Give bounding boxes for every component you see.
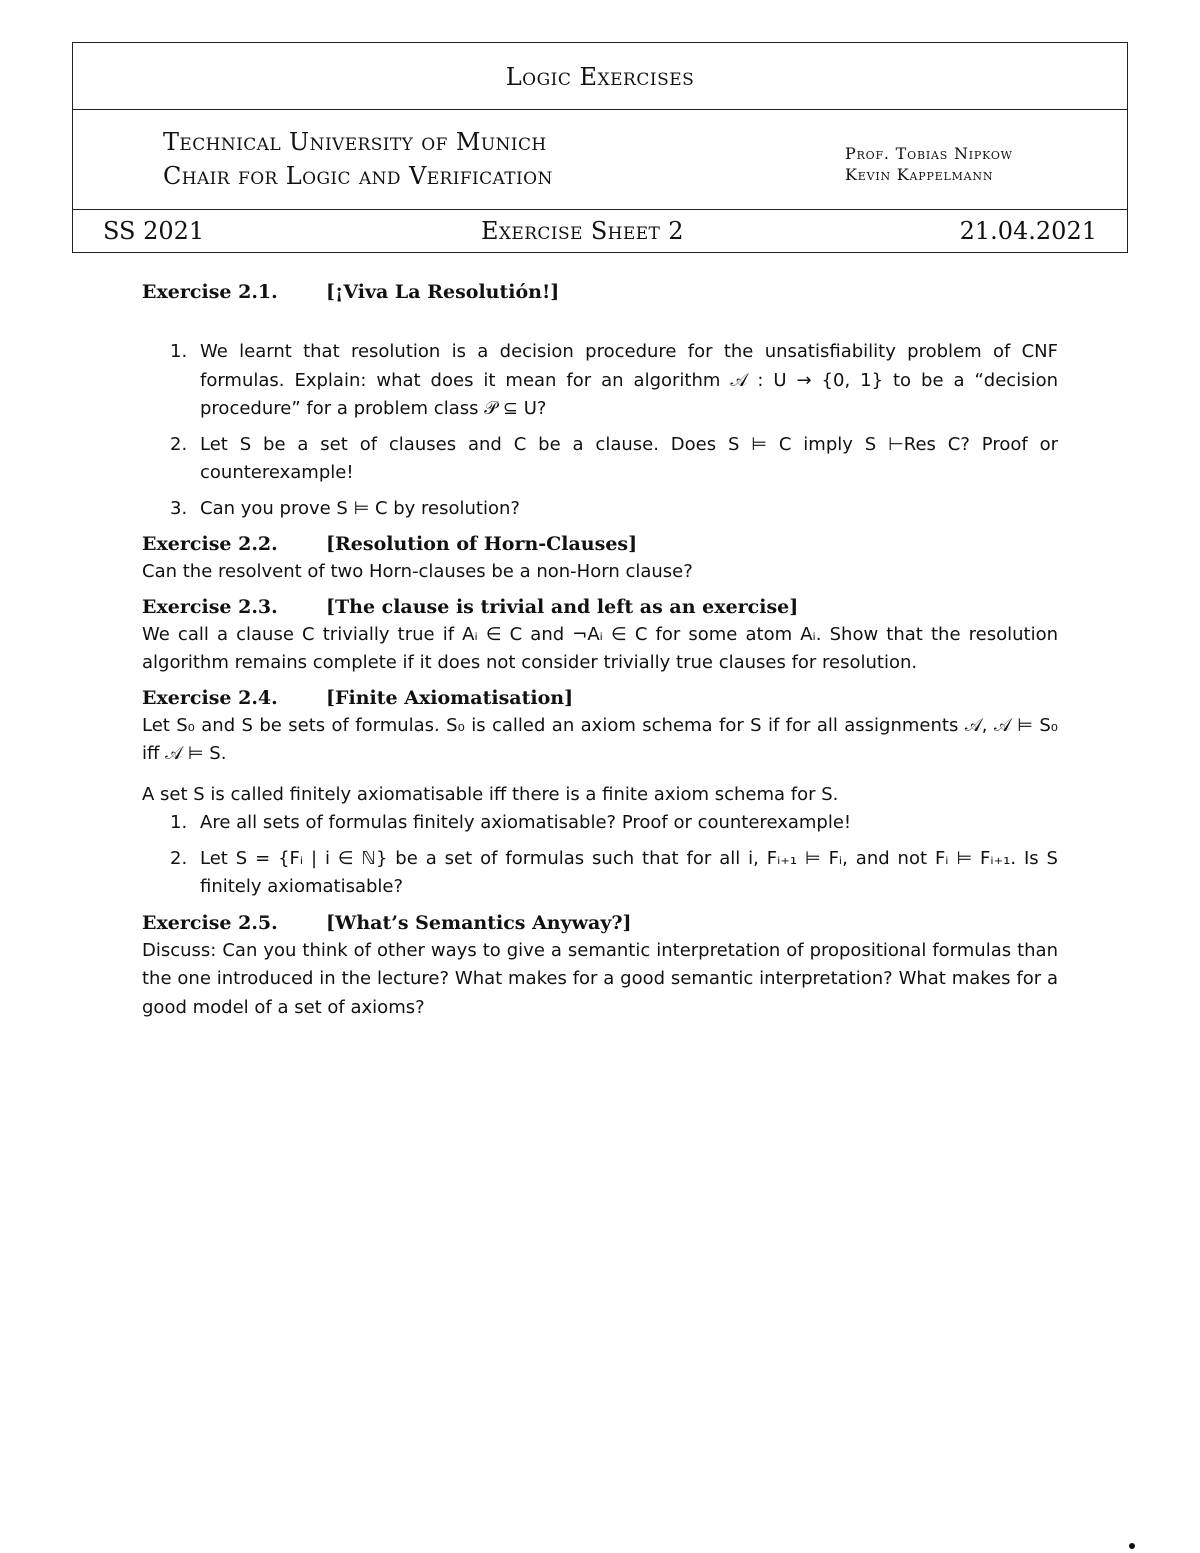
exercise-heading <box>142 593 1058 621</box>
exercise-text: Can the resolvent of two Horn-clauses be a non-Horn clause? <box>142 561 693 582</box>
professor-name: Prof. Tobias Nipkow <box>845 144 1013 163</box>
semester: SS 2021 <box>103 217 205 245</box>
exercise-number: Exercise 2.1. <box>142 281 278 303</box>
list-item: 2. Let S = {Fᵢ | i ∈ ℕ} be a set of formulas such that for all i, Fᵢ₊₁ ⊨ Fᵢ, and not Fᵢ ⊨ Fᵢ₊₁. Is S finitely axiomatisable? <box>170 847 1058 897</box>
affiliation <box>163 125 553 193</box>
list-item: 3. Can you prove S ⊨ C by resolution? <box>170 497 520 519</box>
exercise-title: [The clause is trivial and left as an exercise] <box>326 595 799 618</box>
header-title-row <box>73 43 1127 110</box>
header-affiliation-row <box>73 109 1127 210</box>
exercise-title: [¡Viva La Resolutión!] <box>326 281 560 303</box>
exercise-number: Exercise 2.2. <box>142 533 278 555</box>
sheet-date: 21.04.2021 <box>959 217 1097 245</box>
header-sheet-row <box>73 209 1127 253</box>
instructors <box>845 143 1013 185</box>
exercise-text: We call a clause C trivially true if Aᵢ ∈ C and ¬Aᵢ ∈ C for some atom Aᵢ. Show that the resolution algorithm remains complete if it does not consider trivially true clauses for resolution. <box>142 623 1058 673</box>
page-marker-dot <box>1129 1543 1135 1549</box>
header-box <box>72 42 1128 253</box>
list-item: 2. Let S be a set of clauses and C be a clause. Does S ⊨ C imply S ⊢Res C? Proof or counterexample! <box>170 433 1058 483</box>
exercise-number: Exercise 2.3. <box>142 595 278 618</box>
exercise-number: Exercise 2.4. <box>142 686 278 709</box>
exercise-title: [Resolution of Horn-Clauses] <box>326 533 638 555</box>
exercise-title: [Finite Axiomatisation] <box>326 686 574 709</box>
exercise-heading <box>142 684 1058 712</box>
exercise-heading <box>142 909 1058 937</box>
exercise-text: A set S is called finitely axiomatisable iff there is a finite axiom schema for S. <box>142 783 839 805</box>
exercise-text: Discuss: Can you think of other ways to give a semantic interpretation of propositional formulas than the one introduced in the lecture? What makes for a good semantic interpretation? What makes for a good model of a set of axioms? <box>142 939 1058 1018</box>
list-item: 1. We learnt that resolution is a decision procedure for the unsatisfiability problem of CNF formulas. Explain: what does it mean for an algorithm 𝒜 : U → {0, 1} to be a “decision procedure” for a problem class 𝒫 ⊆ U? <box>170 341 1058 419</box>
university-name: Technical University of Munich <box>163 128 547 156</box>
exercise-list <box>142 809 1058 902</box>
exercise-text: Let S₀ and S be sets of formulas. S₀ is called an axiom schema for S if for all assignments 𝒜, 𝒜 ⊨ S₀ iff 𝒜 ⊨ S. <box>142 714 1058 764</box>
exercise-heading <box>142 530 1058 558</box>
exercise-number: Exercise 2.5. <box>142 911 278 934</box>
course-title: Logic Exercises <box>505 63 695 91</box>
chair-name: Chair for Logic and Verification <box>163 162 553 190</box>
exercise-title: [What’s Semantics Anyway?] <box>326 911 632 934</box>
assistant-name: Kevin Kappelmann <box>845 165 994 184</box>
list-item: 1. Are all sets of formulas finitely axiomatisable? Proof or counterexample! <box>170 812 852 833</box>
exercise-list <box>142 338 1058 523</box>
exercise-heading <box>142 278 1058 306</box>
sheet-title: Exercise Sheet 2 <box>481 217 684 245</box>
exercise-content <box>142 278 1058 1022</box>
